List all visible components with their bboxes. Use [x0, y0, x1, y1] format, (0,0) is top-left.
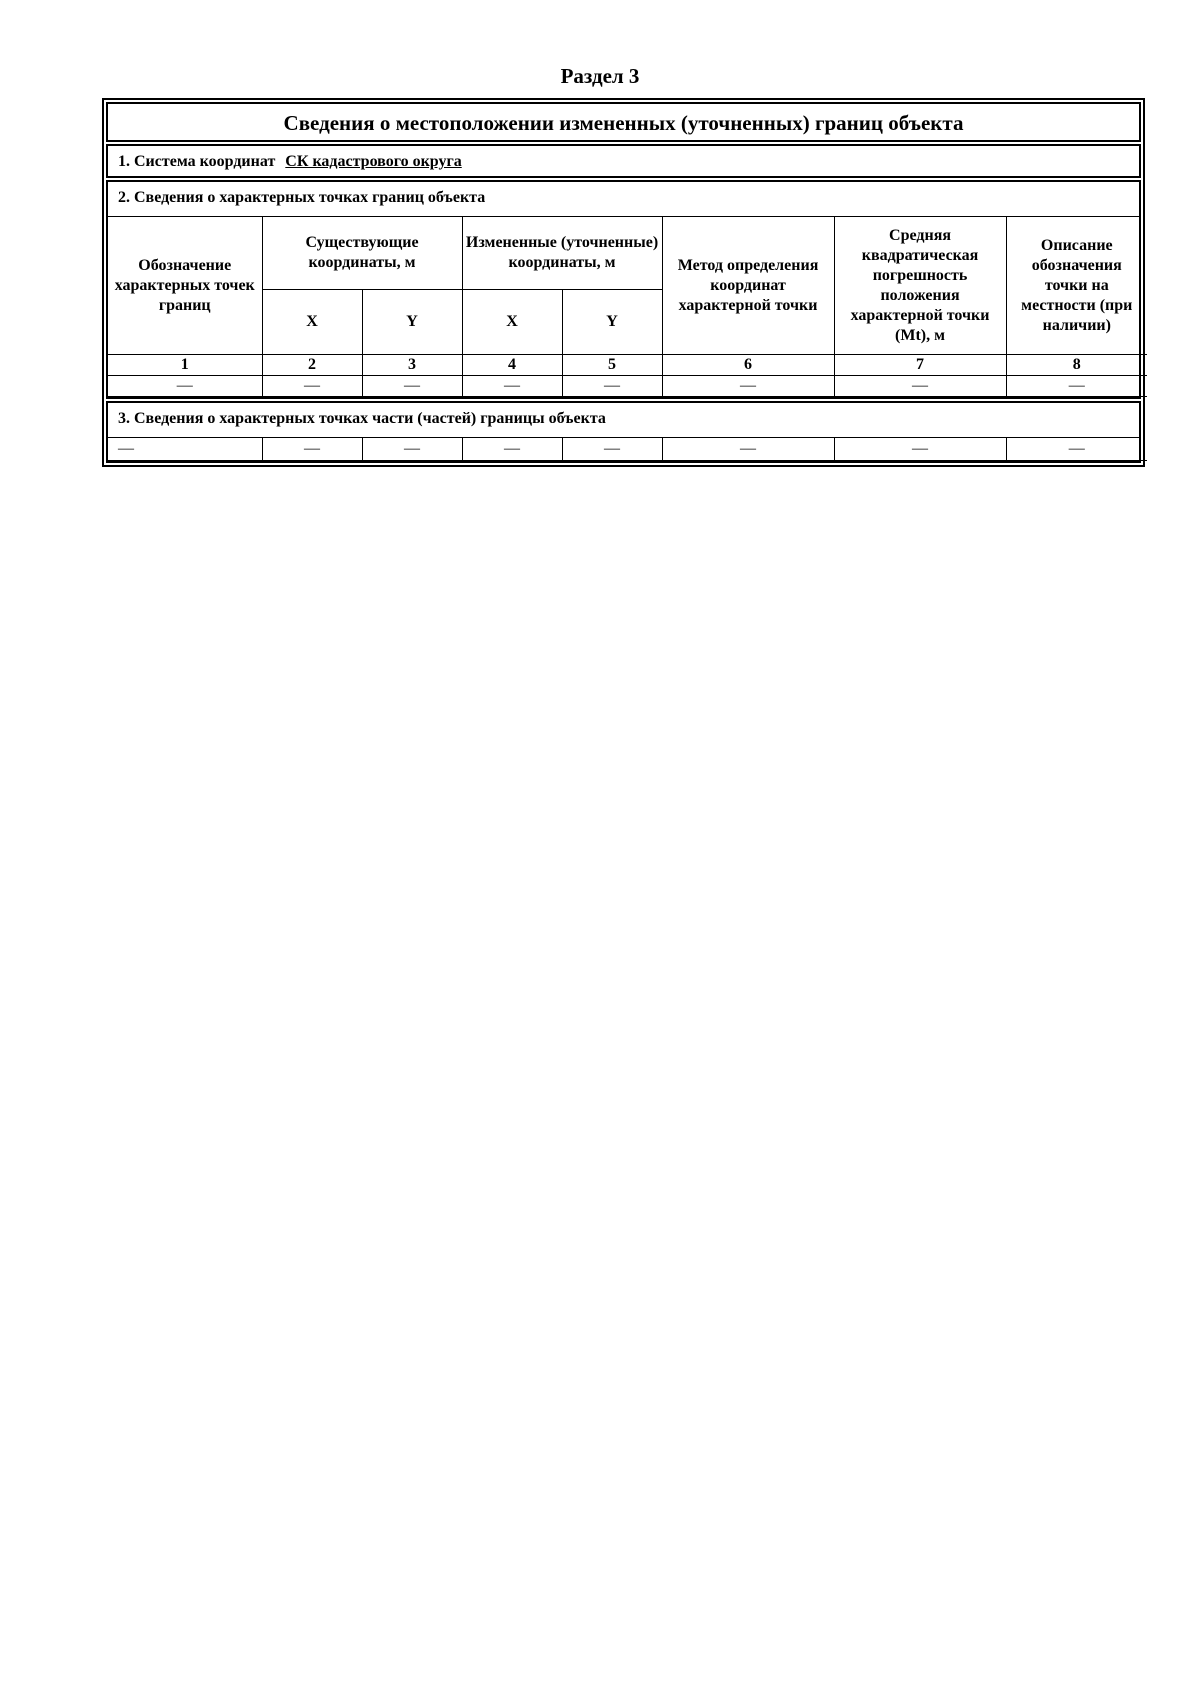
header-existing-y: Y — [362, 290, 462, 355]
column-number: 6 — [662, 355, 834, 376]
table-cell: — — [108, 438, 262, 461]
column-number: 1 — [108, 355, 262, 376]
table-cell: — — [262, 438, 362, 461]
header-row — [108, 217, 1147, 290]
points-table — [108, 217, 1147, 397]
column-number: 3 — [362, 355, 462, 376]
table-cell: — — [362, 438, 462, 461]
table-cell: — — [1006, 438, 1147, 461]
column-number: 5 — [562, 355, 662, 376]
coord-system-row — [106, 144, 1141, 178]
points-section-label: 2. Сведения о характерных точках границ объекта — [108, 182, 1139, 217]
coord-system-value: СК кадастрового округа — [285, 153, 462, 170]
header-changed-y: Y — [562, 290, 662, 355]
header-accuracy: Средняя квадратическая погрешность положения характерной точки (Mt), м — [834, 217, 1006, 355]
table-cell: — — [262, 376, 362, 397]
document-table — [102, 98, 1145, 467]
column-number: 2 — [262, 355, 362, 376]
header-description: Описание обозначения точки на местности (при наличии) — [1006, 217, 1147, 355]
table-cell: — — [834, 376, 1006, 397]
table-cell: — — [462, 438, 562, 461]
table-cell: — — [362, 376, 462, 397]
parts-table — [108, 438, 1147, 461]
header-designation: Обозначение характерных точек границ — [108, 217, 262, 355]
column-number: 7 — [834, 355, 1006, 376]
parts-section — [106, 401, 1141, 463]
column-number-row — [108, 355, 1147, 376]
document-title: Сведения о местоположении измененных (уточненных) границ объекта — [106, 102, 1141, 142]
coord-system-label: 1. Система координат — [118, 153, 276, 170]
section-label: Раздел 3 — [560, 64, 640, 88]
table-cell: — — [662, 376, 834, 397]
points-section — [106, 180, 1141, 399]
parts-section-label: 3. Сведения о характерных точках части (частей) границы объекта — [108, 403, 1139, 438]
header-existing-x: X — [262, 290, 362, 355]
column-number: 4 — [462, 355, 562, 376]
table-cell: — — [108, 376, 262, 397]
header-existing-coords: Существующие координаты, м — [262, 217, 462, 290]
table-cell: — — [1006, 376, 1147, 397]
table-cell: — — [562, 438, 662, 461]
header-changed-coords: Измененные (уточненные) координаты, м — [462, 217, 662, 290]
column-number: 8 — [1006, 355, 1147, 376]
header-method: Метод определения координат характерной точки — [662, 217, 834, 355]
table-cell: — — [462, 376, 562, 397]
table-row — [108, 438, 1147, 461]
table-cell: — — [662, 438, 834, 461]
table-row — [108, 376, 1147, 397]
header-changed-x: X — [462, 290, 562, 355]
table-cell: — — [562, 376, 662, 397]
table-cell: — — [834, 438, 1006, 461]
